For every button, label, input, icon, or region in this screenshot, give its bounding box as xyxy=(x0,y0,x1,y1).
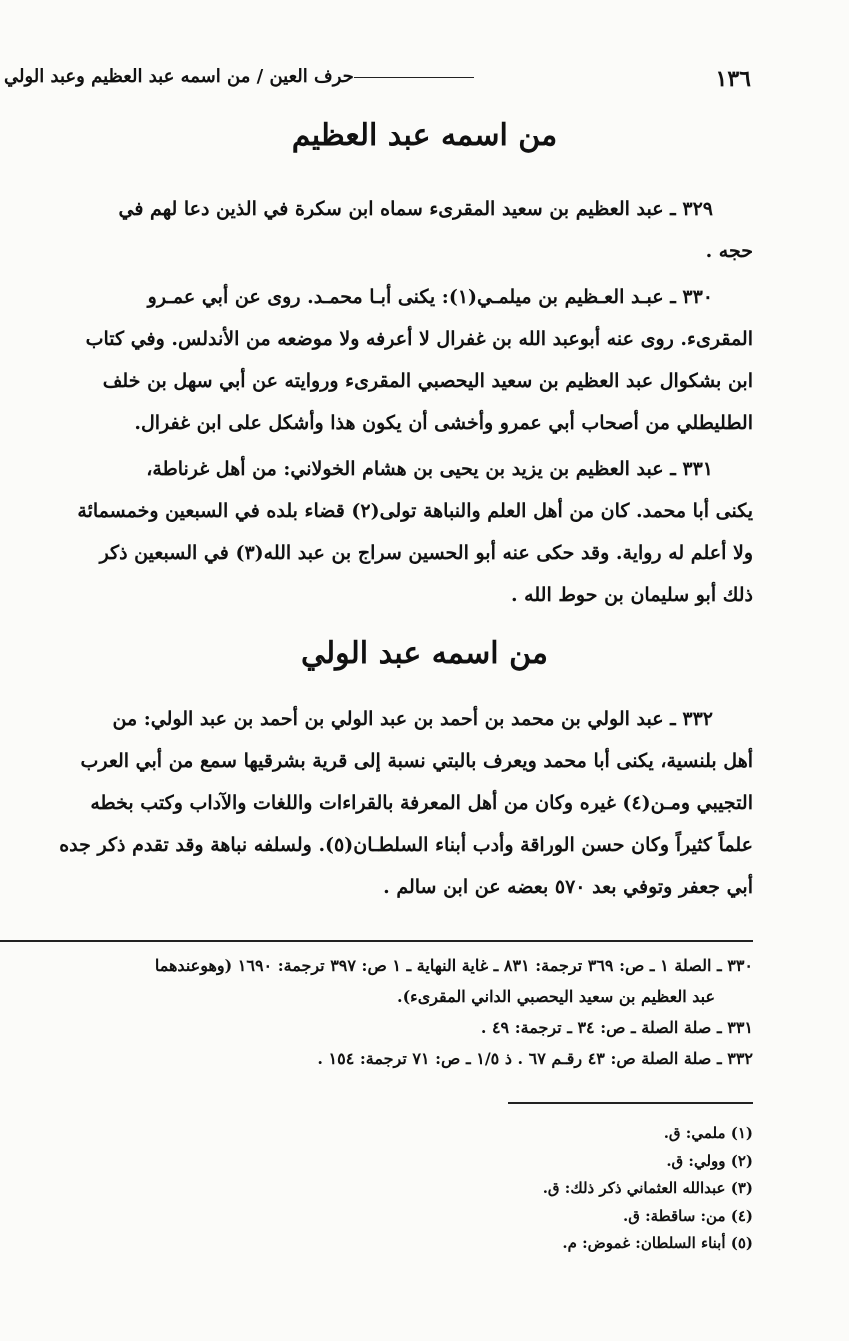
entry-line: ٣٣٢ ـ عبد الولي بن محمد بن أحمد بن عبد الولي بن أحمد بن عبد الولي: من xyxy=(112,708,713,730)
source-line: عبد العظيم بن سعيد اليحصبي الداني المقرىء). xyxy=(397,987,715,1006)
entry-line: يكنى أبا محمد. كان من أهل العلم والنباهة تولى(٢) قضاء بلده في السبعين وخمسمائة xyxy=(77,500,753,522)
editorial-notes xyxy=(0,1120,753,1258)
note-line: (٣) عبدالله العثماني ذكر ذلك: ق. xyxy=(542,1179,753,1197)
entry-line: ٣٣٠ ـ عبـد العـظيم بن ميلمـي(١): يكنى أبـا محمـد. روى عن أبي عمـرو xyxy=(147,286,713,308)
source-line: ٣٣١ ـ صلة الصلة ـ ص: ٣٤ ـ ترجمة: ٤٩ . xyxy=(480,1018,753,1037)
note-line: (١) ملمي: ق. xyxy=(663,1124,753,1142)
page-number: ١٣٦ xyxy=(715,66,751,92)
sources-divider xyxy=(0,940,753,942)
biography-entry-330 xyxy=(0,276,753,444)
entry-line: أبي جعفر وتوفي بعد ٥٧٠ بعضه عن ابن سالم . xyxy=(383,876,753,898)
biography-entry-329 xyxy=(0,188,753,272)
entry-line: التجيبي ومـن(٤) غيره وكان من أهل المعرفة بالقراءات واللغات والآداب وكتب بخطه xyxy=(90,792,753,814)
running-title: حرف العين / من اسمه عبد العظيم وعبد الولي xyxy=(4,66,354,87)
source-references xyxy=(0,950,753,1074)
section-heading: من اسمه عبد العظيم xyxy=(291,118,558,153)
running-title-wrap xyxy=(4,66,478,87)
entry-line: حجه . xyxy=(705,240,753,262)
notes-divider xyxy=(508,1102,753,1104)
entry-line: علماً كثيراً وكان حسن الوراقة وأدب أبناء السلطـان(٥). ولسلفه نباهة وقد تقدم ذكر جده xyxy=(59,834,753,856)
source-line: ٣٣٠ ـ الصلة ١ ـ ص: ٣٦٩ ترجمة: ٨٣١ ـ غاية النهاية ـ ١ ص: ٣٩٧ ترجمة: ١٦٩٠ (وهوعندهما xyxy=(154,956,753,975)
entry-line: أهل بلنسية، يكنى أبا محمد ويعرف بالبتي نسبة إلى قرية بشرقيها سمع من أبي العرب xyxy=(80,750,753,772)
entry-line: ذلك أبو سليمان بن حوط الله . xyxy=(510,584,753,606)
entry-line: ابن بشكوال عبد العظيم بن سعيد اليحصبي المقرىء وروايته عن أبي سهل بن خلف xyxy=(102,370,753,392)
source-line: ٣٣٢ ـ صلة الصلة ص: ٤٣ رقـم ٦٧ . ذ ١/٥ ـ ص: ٧١ ترجمة: ١٥٤ . xyxy=(317,1049,753,1068)
biography-entry-332 xyxy=(0,698,753,908)
entry-line: المقرىء. روى عنه أبوعبد الله بن غفرال لا أعرفه ولا موضعه من الأندلس. وفي كتاب xyxy=(85,328,753,350)
running-header xyxy=(0,66,849,98)
note-line: (٢) وولي: ق. xyxy=(666,1151,753,1170)
biography-entry-331 xyxy=(0,448,753,616)
note-line: (٤) من: ساقطة: ق. xyxy=(623,1206,753,1225)
entry-line: ولا أعلم له رواية. وقد حكى عنه أبو الحسين سراج بن عبد الله(٣) في السبعين ذكر xyxy=(99,542,753,564)
header-rule xyxy=(354,77,474,78)
entry-line: ٣٣١ ـ عبد العظيم بن يزيد بن يحيى بن هشام الخولاني: من أهل غرناطة، xyxy=(146,458,713,480)
section-heading: من اسمه عبد الولي xyxy=(301,636,548,671)
entry-line: الطليطلي من أصحاب أبي عمرو وأخشى أن يكون هذا وأشكل على ابن غفرال. xyxy=(134,412,753,434)
entry-line: ٣٢٩ ـ عبد العظيم بن سعيد المقرىء سماه ابن سكرة في الذين دعا لهم في xyxy=(118,198,713,220)
note-line: (٥) أبناء السلطان: غموض: م. xyxy=(562,1234,753,1252)
